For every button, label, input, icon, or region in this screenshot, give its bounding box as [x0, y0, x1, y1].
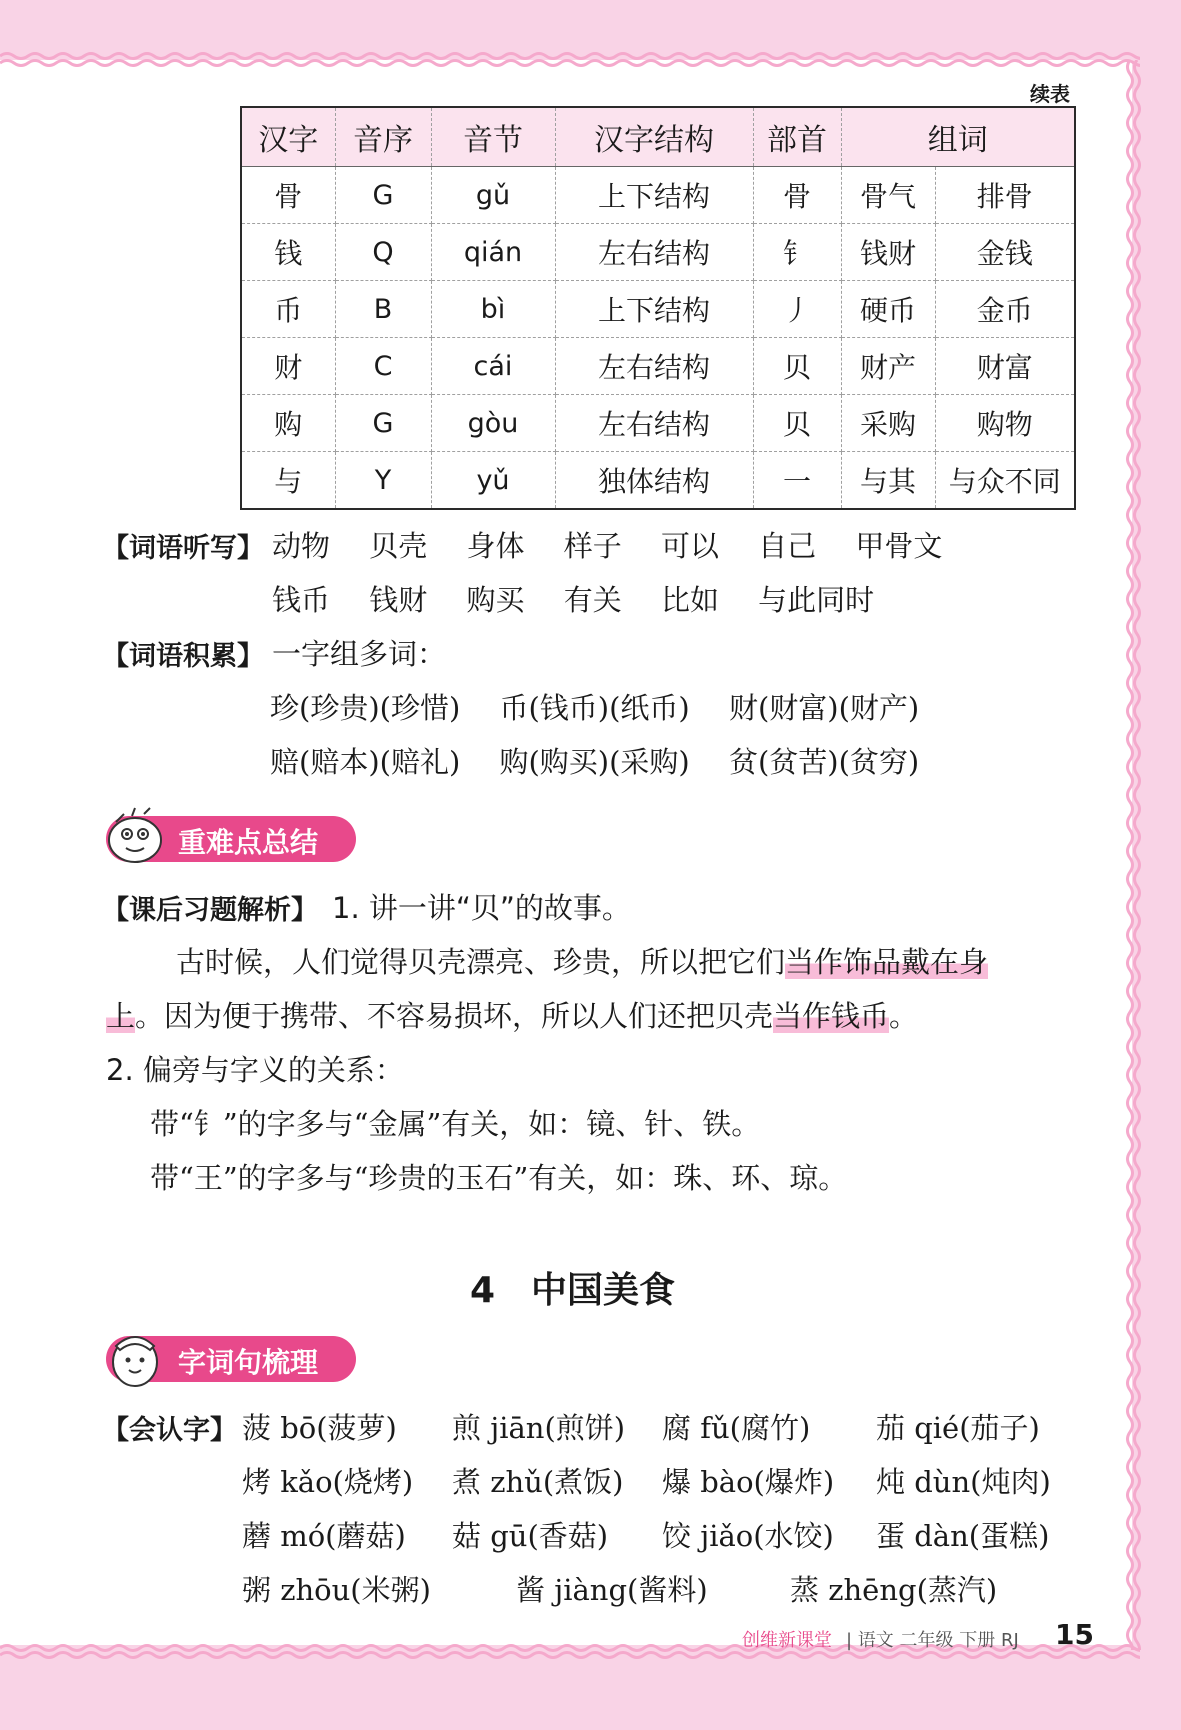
list-item: 购(购买)(采购): [499, 745, 690, 779]
section-badge-label: 重难点总结: [178, 826, 319, 859]
list-item: 可以: [660, 529, 719, 563]
list-item: 身体: [466, 529, 525, 563]
recognize-item: 煮 zhǔ(煮饭): [452, 1465, 624, 1499]
cell-word-1: 钱财: [841, 224, 935, 281]
table-row: [241, 224, 1075, 281]
section-badge-words: [106, 1336, 356, 1382]
list-item: 钱币: [272, 583, 331, 617]
footer-meta: | 语文 二年级 下册 RJ: [846, 1630, 1019, 1651]
accumulation-line-2: [270, 740, 949, 781]
egg-mascot-icon: [102, 1324, 168, 1390]
list-item: 币(钱币)(纸币): [499, 691, 690, 725]
cell-syllable: yǔ: [431, 452, 555, 510]
analysis-q2-line-2: 带“王”的字多与“珍贵的玉石”有关，如：珠、环、琼。: [150, 1161, 848, 1195]
cell-char: 财: [241, 338, 335, 395]
table-row: [241, 395, 1075, 452]
character-table: [240, 106, 1076, 510]
recognize-item: 茄 qié(茄子): [876, 1411, 1040, 1445]
list-item: 钱财: [369, 583, 428, 617]
paragraph-text: 古时候，人们觉得贝壳漂亮、珍贵，所以把它们: [176, 945, 786, 979]
header-radical: 部首: [753, 107, 841, 167]
cell-syllable: bì: [431, 281, 555, 338]
header-words: 组词: [841, 107, 1075, 167]
recognize-item: 蘑 mó(蘑菇): [242, 1519, 406, 1553]
cell-radical: 骨: [753, 167, 841, 224]
cell-word-2: 购物: [935, 395, 1075, 452]
dictation-line-2: [272, 578, 904, 619]
highlighted-text: 当作饰品戴在身: [785, 945, 989, 979]
list-item: 购买: [466, 583, 525, 617]
cell-radical: 丿: [753, 281, 841, 338]
cell-syllable: gǔ: [431, 167, 555, 224]
lesson-title: 4 中国美食: [470, 1270, 676, 1311]
list-item: 与此同时: [758, 583, 875, 617]
accumulation-label: 【词语积累】: [102, 641, 264, 672]
cell-char: 钱: [241, 224, 335, 281]
footer-brand: 创维新课堂: [742, 1630, 832, 1651]
header-initial: 音序: [335, 107, 431, 167]
paragraph-text: 。: [889, 999, 919, 1033]
table-row: [241, 338, 1075, 395]
section-badge-label: 字词句梳理: [178, 1346, 319, 1379]
recognize-item: 菠 bō(菠萝): [242, 1411, 397, 1445]
cell-initial: Y: [335, 452, 431, 510]
cell-char: 与: [241, 452, 335, 510]
continued-label: 续表: [1030, 82, 1070, 106]
recognize-label: 【会认字】: [102, 1415, 237, 1446]
table-header-row: [241, 107, 1075, 167]
highlighted-text: 当作钱币: [773, 999, 890, 1033]
cell-word-1: 骨气: [841, 167, 935, 224]
table-row: [241, 167, 1075, 224]
recognize-item: 炖 dùn(炖肉): [876, 1465, 1051, 1499]
dictation-label: 【词语听写】: [102, 533, 264, 564]
analysis-question-2: 2. 偏旁与字义的关系：: [106, 1053, 404, 1087]
page-number: 15: [1055, 1618, 1094, 1651]
top-wave-border: [0, 48, 1140, 70]
cell-char: 币: [241, 281, 335, 338]
analysis-question-1: 1. 讲一讲“贝”的故事。: [332, 891, 631, 925]
recognize-item: 粥 zhōu(米粥): [242, 1573, 431, 1607]
cell-word-1: 采购: [841, 395, 935, 452]
cell-radical: 一: [753, 452, 841, 510]
recognize-item: 烤 kǎo(烧烤): [242, 1465, 414, 1499]
header-char: 汉字: [241, 107, 335, 167]
list-item: 贫(贫苦)(贫穷): [728, 745, 920, 779]
book-mascot-icon: [102, 804, 168, 870]
header-structure: 汉字结构: [555, 107, 753, 167]
cell-structure: 左右结构: [555, 395, 753, 452]
cell-radical: 钅: [753, 224, 841, 281]
cell-word-2: 金币: [935, 281, 1075, 338]
cell-syllable: qián: [431, 224, 555, 281]
cell-initial: C: [335, 338, 431, 395]
cell-syllable: gòu: [431, 395, 555, 452]
right-wave-border: [1122, 60, 1144, 1650]
highlighted-text: 上: [106, 999, 136, 1033]
analysis-q2-line-1: 带“钅”的字多与“金属”有关，如：镜、针、铁。: [150, 1107, 761, 1141]
list-item: 样子: [563, 529, 622, 563]
list-item: 甲骨文: [855, 529, 943, 563]
header-syllable: 音节: [431, 107, 555, 167]
recognize-item: 饺 jiǎo(水饺): [662, 1519, 834, 1553]
recognize-item: 菇 gū(香菇): [452, 1519, 609, 1553]
cell-structure: 独体结构: [555, 452, 753, 510]
cell-initial: G: [335, 395, 431, 452]
analysis-paragraph-1: [176, 940, 988, 981]
accumulation-line-1: [270, 686, 949, 727]
cell-word-2: 与众不同: [935, 452, 1075, 510]
cell-char: 骨: [241, 167, 335, 224]
list-item: 比如: [660, 583, 719, 617]
analysis-label: 【课后习题解析】: [102, 895, 318, 926]
dictation-line-1: [272, 524, 972, 565]
cell-initial: Q: [335, 224, 431, 281]
recognize-item: 腐 fǔ(腐竹): [662, 1411, 811, 1445]
cell-word-2: 财富: [935, 338, 1075, 395]
list-item: 动物: [272, 529, 331, 563]
list-item: 财(财富)(财产): [728, 691, 920, 725]
cell-word-2: 金钱: [935, 224, 1075, 281]
list-item: 珍(珍贵)(珍惜): [270, 691, 461, 725]
cell-initial: B: [335, 281, 431, 338]
recognize-item: 酱 jiàng(酱料): [516, 1573, 708, 1607]
cell-syllable: cái: [431, 338, 555, 395]
cell-word-1: 硬币: [841, 281, 935, 338]
accumulation-intro: 一字组多词：: [272, 637, 447, 671]
cell-structure: 左右结构: [555, 338, 753, 395]
list-item: 自己: [758, 529, 817, 563]
section-badge-key-points: [106, 816, 356, 862]
list-item: 有关: [563, 583, 622, 617]
cell-char: 购: [241, 395, 335, 452]
recognize-item: 煎 jiān(煎饼): [452, 1411, 626, 1445]
cell-word-1: 财产: [841, 338, 935, 395]
list-item: 贝壳: [369, 529, 428, 563]
cell-radical: 贝: [753, 338, 841, 395]
cell-word-2: 排骨: [935, 167, 1075, 224]
cell-word-1: 与其: [841, 452, 935, 510]
recognize-item: 蒸 zhēng(蒸汽): [790, 1573, 998, 1607]
list-item: 赔(赔本)(赔礼): [270, 745, 461, 779]
cell-structure: 左右结构: [555, 224, 753, 281]
table-row: [241, 452, 1075, 510]
analysis-paragraph-2: [106, 994, 918, 1035]
table-row: [241, 281, 1075, 338]
paragraph-text: 。因为便于携带、不容易损坏，所以人们还把贝壳: [135, 999, 774, 1033]
cell-initial: G: [335, 167, 431, 224]
cell-structure: 上下结构: [555, 281, 753, 338]
cell-structure: 上下结构: [555, 167, 753, 224]
recognize-item: 蛋 dàn(蛋糕): [876, 1519, 1050, 1553]
recognize-item: 爆 bào(爆炸): [662, 1465, 835, 1499]
cell-radical: 贝: [753, 395, 841, 452]
